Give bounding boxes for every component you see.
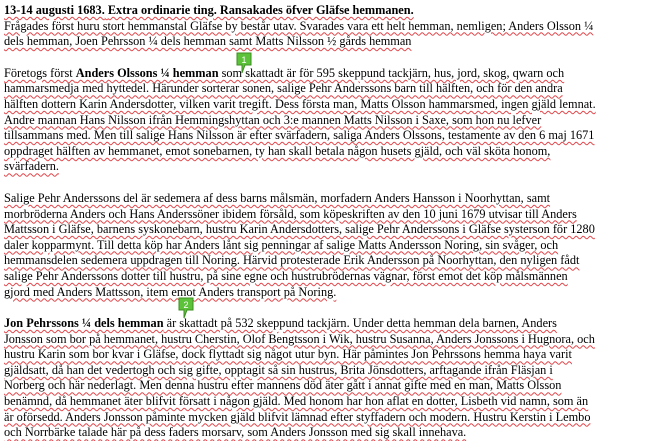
- text-line: gjäldsatt, då han det vedertogh och sig gifte, opptagit så sin hustrus, Brita Jönsdotters, arftagande ifrån Fläsjan i: [4, 362, 553, 377]
- section2-rest: är skattadt på 532 skeppund tackjärn. Under detta hemman dela barnen, Anders: [163, 316, 557, 331]
- section2-name: Jon Pehrssons ¼ dels hemman: [4, 316, 164, 331]
- intro-paragraph: [4, 19, 644, 50]
- text-line: hälften dottern Karin Andersdotter, vilken varit tregift. Dess första man, Matts Olsson hammarsmed, ingen gjäld lemnat.: [4, 96, 596, 111]
- text-line: Frågades först huru stort hemmanstal Gläfse by består utav. Svarades vara ett helt hemman, nemligen; Anders Olsson ¼: [4, 18, 594, 33]
- text-line: hustru Karin som bor kvar i Gläfse, dock flyttadt sig något utur byn. Här påmintes Jon Pehrssons hemma haya varit: [4, 347, 572, 362]
- text-line: morbröderna Anders och Hans Anderssöner ibidem försåld, som köpeskriften av den 10 juni 1679 utvisar till Anders: [4, 206, 577, 221]
- heading-title: Extra ordinarie ting. Ransakades öfver Gläfse hemmanen.: [107, 3, 414, 17]
- text-line: gjord med Anders Mattsson, item emot Anders transport på Noring.: [4, 284, 337, 299]
- text-line: tillsammans med. Men till salige Hans Nilsson är efter svärfadern, saliga Anders Olssons, testamente av den 6 maj 1671: [4, 128, 595, 143]
- section1b-paragraph: [4, 191, 644, 300]
- section1-paragraph: [4, 66, 644, 175]
- comment-marker-1[interactable]: [236, 52, 252, 74]
- text-line: hemmansdelen sedemera uppdragen till Noring. Härvid protesterade Erik Andersson på Noorhyttan, den nyligen fådt: [4, 253, 580, 268]
- text-line: Norberg och här nederlagt. Men denna hustru efter mannens död äter gått i annat gifte med en man, Matts Olsson: [4, 378, 562, 393]
- text-line: dels hemman, Joen Pehrsson ¼ dels hemman samt Matts Nilsson ½ gårds hemman: [4, 34, 412, 49]
- comment-marker-2[interactable]: [178, 297, 194, 319]
- text-line: benämnd, då hemmanet äter blifvit försatt i någon gjäld. Med honom har hon aflat en dotter, Lisbeth vid namn, som än: [4, 394, 589, 409]
- section2-paragraph: [4, 316, 644, 441]
- section1-rest: som skattadt är för 595 skeppund tackjärn, hus, jord, skog, qwarn och: [218, 65, 565, 80]
- text-line: Salige Pehr Anderssons del är sedemera af dess barns målsmän, morfadern Anders Hansson i Noorhyttan, samt: [4, 190, 551, 205]
- heading-line: [4, 3, 644, 19]
- heading-text: [4, 3, 644, 19]
- text-line: hammarsmedja med hyttedel. Härunder sorterar sonen, salige Pehr Anderssons barn till hälften, och för den andra: [4, 81, 563, 96]
- comment-pin-icon: [178, 297, 194, 319]
- text-line: salige Pehr Anderssons dotter till hustru, på sine egne och hustrubrödernas vägnar, först emot det köp målsmännen: [4, 268, 568, 283]
- text-line: Jonsson som bor på hemmanet, hustru Cherstin, Olof Bengtsson i Wik, hustru Susanna, Anders Jonssons i Hugnora, och: [4, 331, 595, 346]
- heading-date: 13-14 augusti 1683.: [4, 3, 105, 17]
- section1-name: Anders Olssons ¼ hemman: [75, 65, 219, 80]
- text-line: Andre mannan Hans Nilsson ifrån Hemmingshyttan och 3:e mannen Matts Nilsson i Saxe, som hon nu lefver: [4, 112, 542, 127]
- text-line: oppdraget hälften av hemmanet, emot sonebarnen, ty han skall betala någon husets gjäld, och väl sköta honom,: [4, 143, 551, 158]
- marker-label: 2: [183, 300, 189, 310]
- comment-pin-icon: [236, 52, 252, 74]
- text-line: är oförsedd. Anders Jonsson påminte mycken gjäld blifvit lämnad efter styffadern och modern. Hustru Kerstin i Lembo: [4, 409, 591, 424]
- text-line: Mattsson i Gläfse, barnens syskonebarn, hustru Karin Andersdotters, salige Pehr Anderssons i Gläfse systerson för 1280: [4, 222, 595, 237]
- section1-lead: Företogs först: [4, 65, 76, 80]
- text-line: [4, 66, 644, 82]
- text-line: [4, 316, 644, 332]
- text-line: och Norrbärke talade här på dess faders morsarv, som Anders Jonsson med sig skall innehava.: [4, 425, 467, 440]
- text-line: daler kopparmynt. Till detta köp har Anders lånt sig penningar af salige Matts Andersson Noring, sin svåger, och: [4, 237, 559, 252]
- text-line: svärfadern.: [4, 159, 59, 174]
- marker-label: 1: [241, 55, 247, 65]
